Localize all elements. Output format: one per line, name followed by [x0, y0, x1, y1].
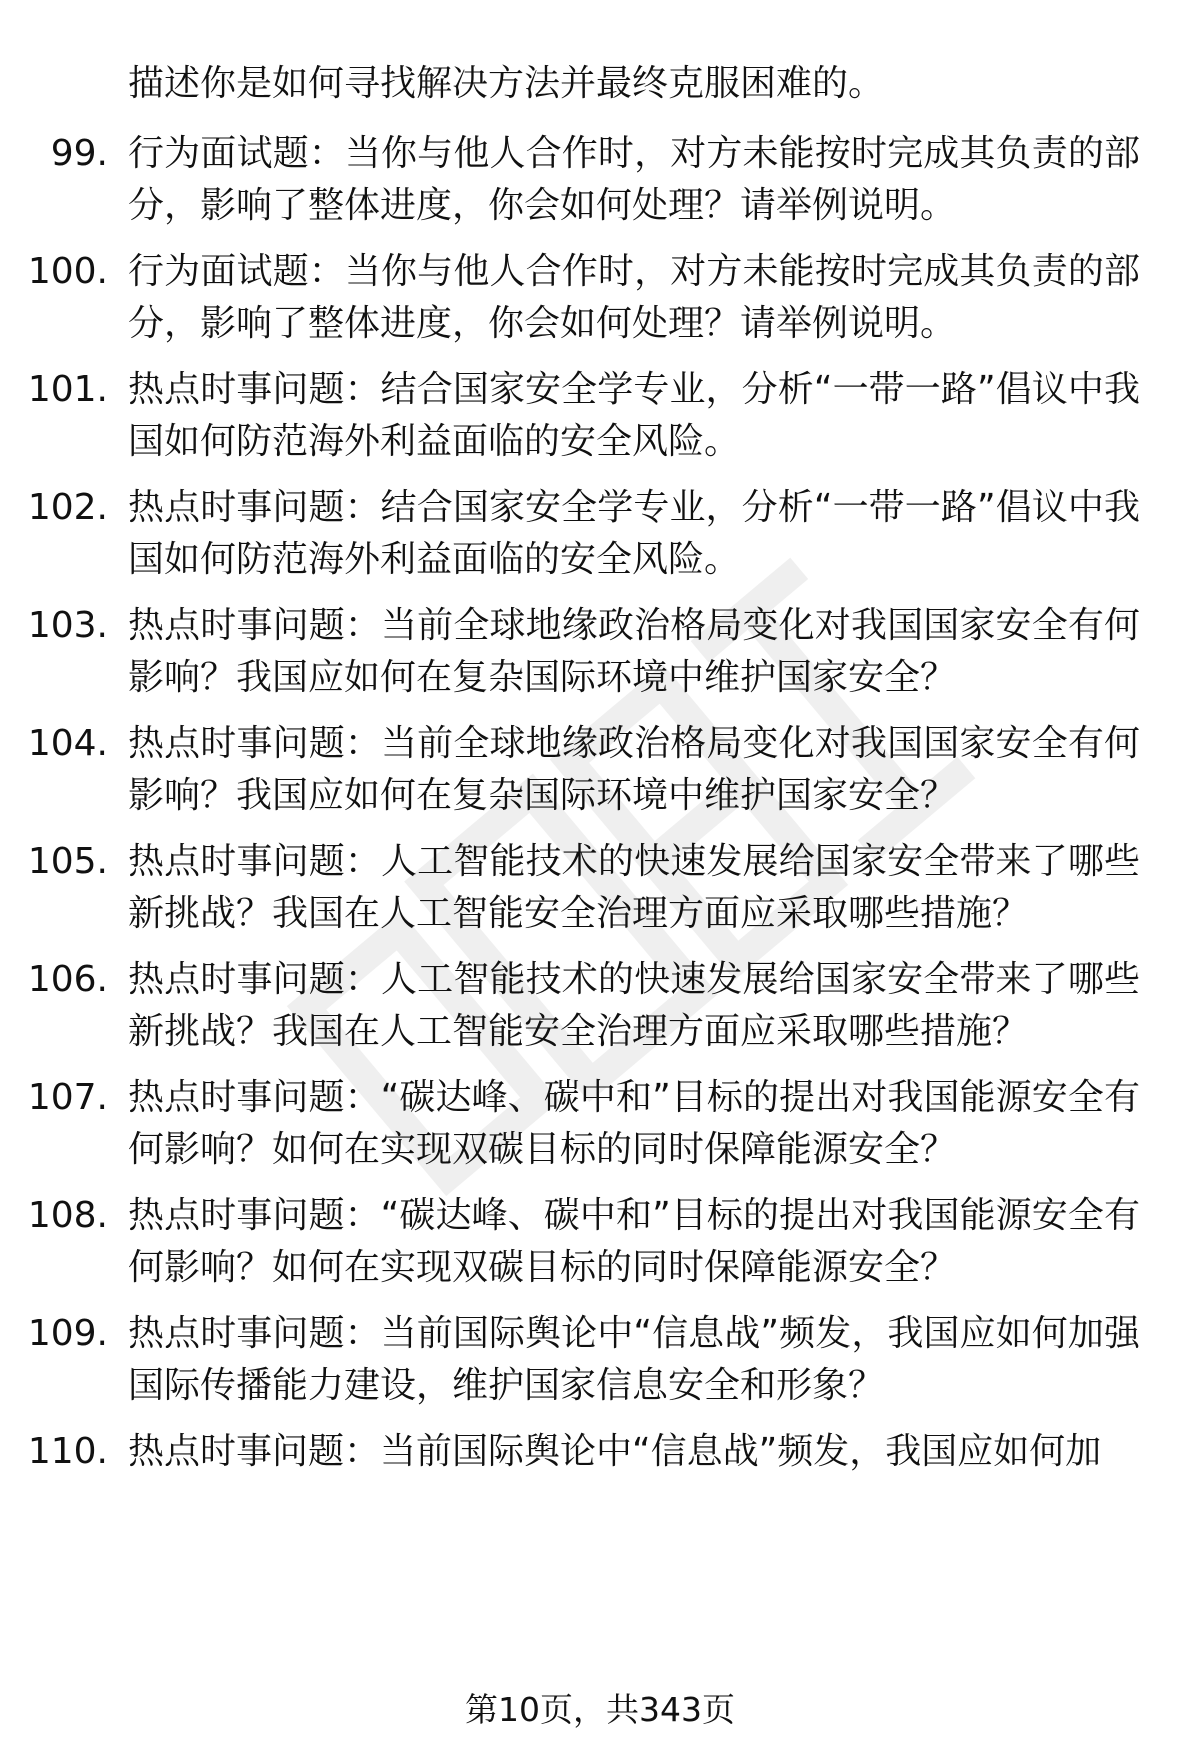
question-text: 热点时事问题：当前全球地缘政治格局变化对我国国家安全有何影响？我国应如何在复杂国际环境中维护国家安全？: [128, 723, 1140, 816]
question-text: 热点时事问题：当前全球地缘政治格局变化对我国国家安全有何影响？我国应如何在复杂国际环境中维护国家安全？: [128, 605, 1140, 698]
question-text: 行为面试题：当你与他人合作时，对方未能按时完成其负责的部分，影响了整体进度，你会如何处理？请举例说明。: [128, 251, 1140, 344]
question-text: 热点时事问题：“碳达峰、碳中和”目标的提出对我国能源安全有何影响？如何在实现双碳目标的同时保障能源安全？: [128, 1077, 1140, 1170]
question-number: 105.: [27, 841, 108, 882]
question-number: 99.: [50, 133, 108, 174]
question-text: 行为面试题：当你与他人合作时，对方未能按时完成其负责的部分，影响了整体进度，你会如何处理？请举例说明。: [128, 133, 1140, 226]
question-item: [0, 364, 1200, 474]
question-item: [0, 954, 1200, 1064]
question-text: 热点时事问题：人工智能技术的快速发展给国家安全带来了哪些新挑战？我国在人工智能安全治理方面应采取哪些措施？: [128, 959, 1140, 1052]
question-text: 热点时事问题：结合国家安全学专业，分析“一带一路”倡议中我国如何防范海外利益面临的安全风险。: [128, 487, 1140, 580]
question-item: [0, 1190, 1200, 1300]
question-number: 101.: [27, 369, 108, 410]
question-number: 100.: [27, 251, 108, 292]
question-item: [0, 1072, 1200, 1182]
question-text: 热点时事问题：人工智能技术的快速发展给国家安全带来了哪些新挑战？我国在人工智能安全治理方面应采取哪些措施？: [128, 841, 1140, 934]
question-number: 107.: [27, 1077, 108, 1118]
question-item: [0, 128, 1200, 238]
question-number: 102.: [27, 487, 108, 528]
question-text: 热点时事问题：“碳达峰、碳中和”目标的提出对我国能源安全有何影响？如何在实现双碳目标的同时保障能源安全？: [128, 1195, 1140, 1288]
question-number: 106.: [27, 959, 108, 1000]
question-text: 热点时事问题：当前国际舆论中“信息战”频发，我国应如何加: [128, 1431, 1102, 1472]
question-item: [0, 482, 1200, 592]
question-number: 109.: [27, 1313, 108, 1354]
question-number: 110.: [27, 1431, 108, 1472]
question-item: [0, 718, 1200, 828]
question-item: [0, 246, 1200, 356]
question-item: [0, 600, 1200, 710]
question-item: [0, 836, 1200, 946]
question-text: 热点时事问题：当前国际舆论中“信息战”频发，我国应如何加强国际传播能力建设，维护国家信息安全和形象？: [128, 1313, 1140, 1406]
page-footer: 第10页，共343页: [465, 1690, 735, 1729]
question-number: 103.: [27, 605, 108, 646]
question-number: 104.: [27, 723, 108, 764]
question-number: 108.: [27, 1195, 108, 1236]
question-item: [0, 1308, 1200, 1418]
question-item: [0, 1426, 1200, 1536]
question-continuation: 描述你是如何寻找解决方法并最终克服困难的。: [128, 63, 885, 104]
question-text: 热点时事问题：结合国家安全学专业，分析“一带一路”倡议中我国如何防范海外利益面临的安全风险。: [128, 369, 1140, 462]
